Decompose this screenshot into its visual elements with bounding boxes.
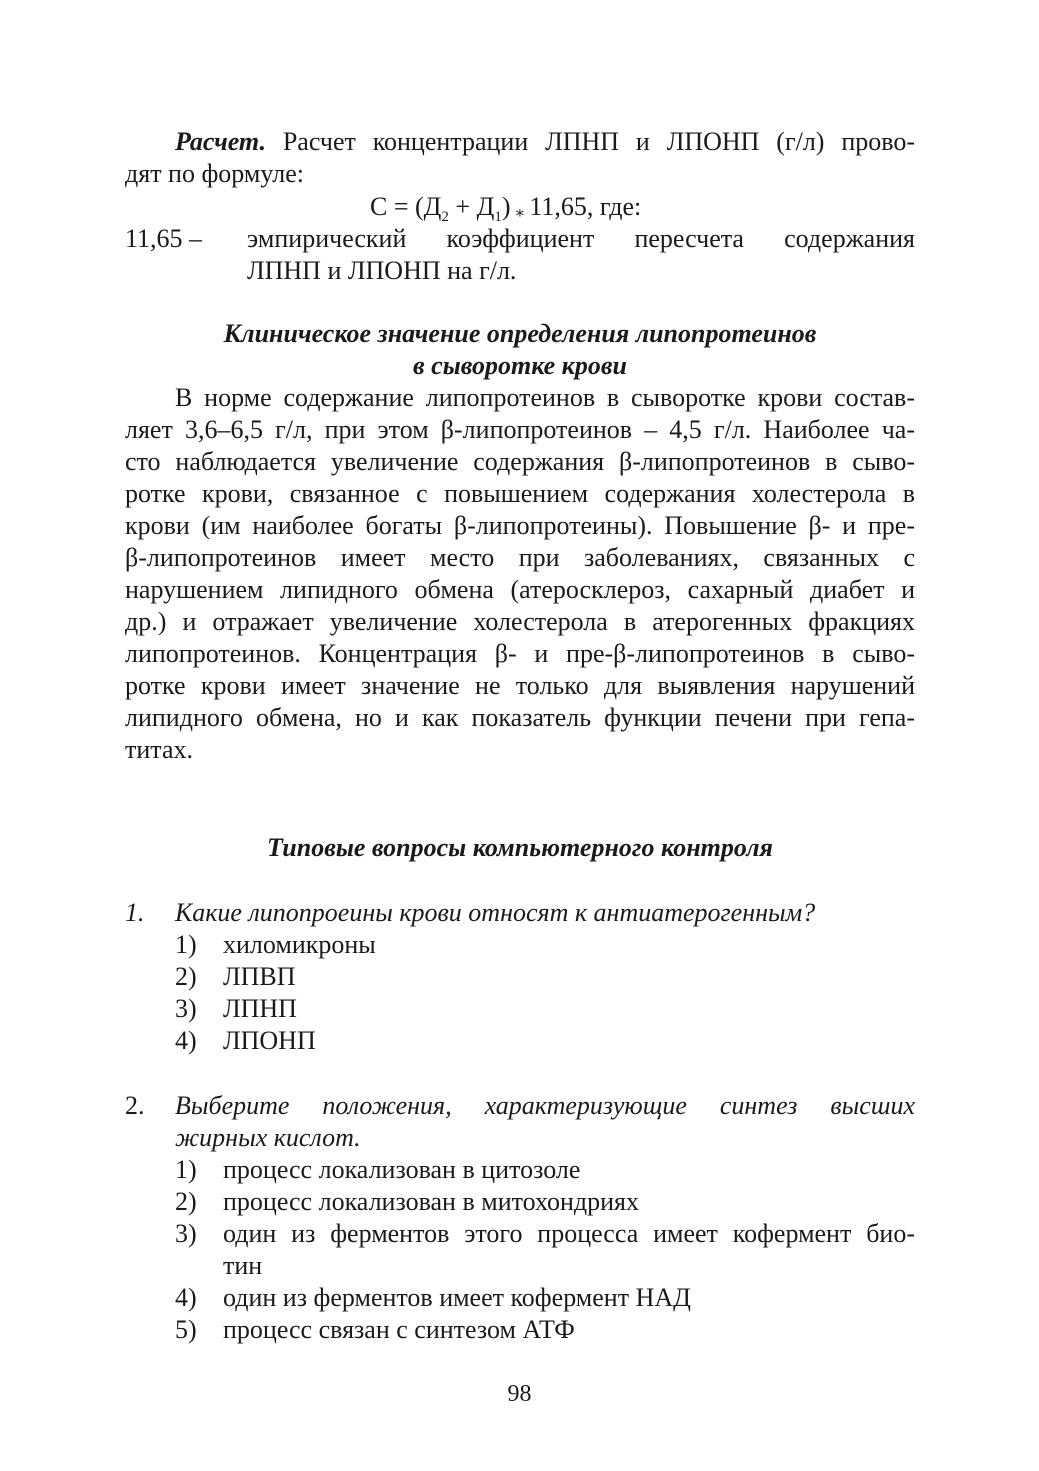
- clinical-paragraph: [125, 382, 915, 766]
- coefficient-value: 11,65 –: [125, 224, 203, 253]
- paragraph-line: липидного обмена, но и как показатель функции печени при гепа-: [125, 703, 915, 732]
- calculation-line-2: дят по формуле:: [125, 159, 304, 188]
- calculation-label: Расчет.: [175, 127, 266, 156]
- paragraph-line: ляет 3,6–6,5 г/л, при этом β-липопротеинов – 4,5 г/л. Наиболее ча-: [125, 415, 915, 444]
- question-number: 2.: [125, 1091, 145, 1120]
- paragraph-line: липопротеинов. Концентрация β- и пре-β-липопротеинов в сыво-: [125, 639, 915, 668]
- question-text: Выберите положения, характеризующие синтез высших жирных кислот.: [175, 1091, 915, 1152]
- paragraph-line: В норме содержание липопротеинов в сыворотке крови состав-: [175, 383, 915, 412]
- paragraph-line: нарушением липидного обмена (атеросклероз, сахарный диабет и: [125, 575, 915, 604]
- question-text: Какие липопроеины крови относят к антиатерогенным?: [175, 898, 816, 927]
- calculation-paragraph: [125, 126, 915, 190]
- question-number: 1.: [125, 898, 145, 927]
- paragraph-line: сто наблюдается увеличение содержания β-липопротеинов в сыво-: [125, 447, 915, 476]
- paragraph-line: ротке крови, связанное с повышением содержания холестерола в: [125, 479, 915, 508]
- calculation-text-1: Расчет концентрации ЛПНП и ЛПОНП (г/л) прово-: [282, 127, 915, 156]
- multiply-symbol: ∗: [514, 205, 526, 222]
- calculation-line-1: [125, 126, 915, 158]
- paragraph-line: др.) и отражает увеличение холестерола в атерогенных фракциях: [125, 607, 915, 636]
- formula: $С = (Д_2 + Д_1)$ ∗ 11,65, где:: [370, 192, 642, 226]
- section-heading-quiz: Типовые вопросы компьютерного контроля: [267, 833, 773, 862]
- page-number: 98: [507, 1381, 532, 1407]
- paragraph-line: ротке крови имеет значение не только для выявления нарушений: [125, 671, 915, 700]
- section-heading-clinical: Клиническое значение определения липопротеинов в сыворотке крови: [223, 319, 817, 380]
- paragraph-line: β-липопротеинов имеет место при заболеваниях, связанных с: [125, 543, 915, 572]
- paragraph-line: крови (им наиболее богаты β-липопротеины). Повышение β- и пре-: [125, 511, 915, 540]
- document-page: Расчет. Расчет концентрации ЛПНП и ЛПОНП (г/л) прово- дят по формуле: $С = (Д_2 + Д_1)$ ∗ 11,65, где: 11,65 – эмпирический коэффициент пересчета содержания ЛПНП и ЛПОНП на г/л. Клиническое значение определения липопротеинов в сыворотке крови В норме содержание липопротеинов в сыворотке крови состав- ляет 3,6–6,5 г/л, при этом β-липопротеинов – 4,5 г/л. Наиболее ча- сто наблюдается увеличение содержания β-липопротеинов в сыво- ротке крови, связанное с повышением содержания холестерола в крови (им наиболее богаты β-липопротеины). Повышение β- и пре- β-липопротеинов имеет место при заболеваниях, связанных с нарушением липидного обмена (атеросклероз, сахарный диабет и др.) и отражает увеличение холестерола в атерогенных фракциях липопротеинов. Концентрация β- и пре-β-липопротеинов в сыво- ротке крови имеет значение не только для выявления нарушений липидного обмена, но и как показатель функции печени при гепа- титах. Типовые вопросы компьютерного контроля 1. Какие липопроеины крови относят к антиатерогенным? 1) хиломикроны 2) ЛПВП 3) ЛПНП 4) ЛПОНП 2. Выберите положения, характеризующие синтез высших жирных кислот. 1) процесс локализован в цитозоле 2) процесс локализован в митохондриях 3) один из ферментов этого процесса имеет кофермент био- тин 4) один из ферментов имеет кофермент НАД 5) процесс связан с синтезом АТФ 98: [0, 0, 1039, 1471]
- coefficient-description: эмпирический коэффициент пересчета содержания ЛПНП и ЛПОНП на г/л.: [247, 224, 915, 285]
- paragraph-line: титах.: [125, 735, 193, 764]
